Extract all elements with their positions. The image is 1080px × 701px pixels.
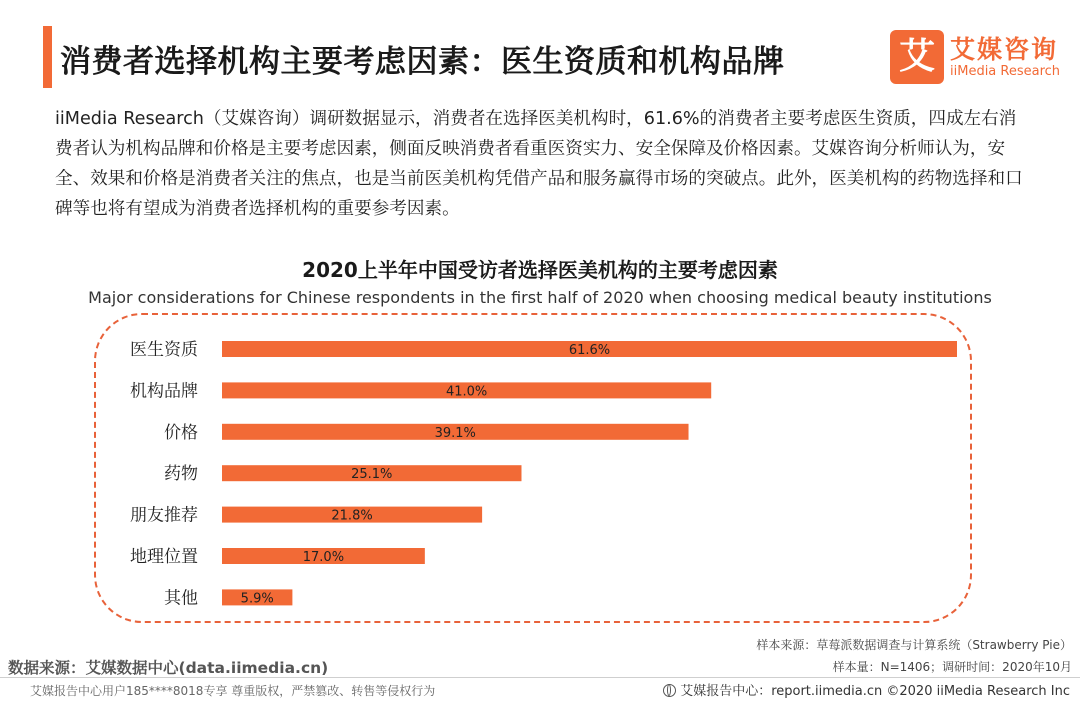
data-source: 数据来源：艾媒数据中心(data.iimedia.cn) bbox=[8, 659, 329, 677]
value-label: 25.1% bbox=[351, 467, 393, 483]
footer-copyright-notice: 艾媒报告中心用户185****8018专享 尊重版权，严禁篡改、转售等侵权行为 bbox=[30, 684, 436, 698]
chart-subtitle: Major considerations for Chinese respondents in the first half of 2020 when choosing medical beauty institutions bbox=[88, 288, 992, 307]
category-label: 朋友推荐 bbox=[130, 505, 198, 526]
category-label: 地理位置 bbox=[130, 547, 198, 567]
logo-english-name: iiMedia Research bbox=[950, 64, 1061, 79]
category-label: 价格 bbox=[164, 422, 198, 443]
value-label: 21.8% bbox=[331, 508, 373, 524]
value-label: 17.0% bbox=[302, 550, 345, 565]
category-label: 机构品牌 bbox=[130, 381, 198, 402]
chart-title: 2020上半年中国受访者选择医美机构的主要考虑因素 bbox=[302, 258, 778, 282]
value-label: 61.6% bbox=[568, 343, 611, 358]
category-label: 药物 bbox=[164, 464, 198, 485]
sample-info: 样本量：N=1406；调研时间：2020年10月 bbox=[832, 660, 1072, 674]
category-label: 其他 bbox=[164, 588, 198, 609]
footer-report-center bbox=[663, 680, 1070, 699]
value-label: 41.0% bbox=[445, 384, 488, 400]
globe-icon bbox=[663, 684, 676, 697]
sample-source: 样本来源：草莓派数据调查与计算系统（Strawberry Pie） bbox=[756, 638, 1072, 652]
category-label: 医生资质 bbox=[130, 340, 198, 360]
value-label: 5.9% bbox=[240, 591, 274, 607]
logo-mark-icon: 艾 bbox=[890, 30, 944, 84]
logo-chinese-name: 艾媒咨询 bbox=[950, 35, 1059, 64]
footer-report-center-text: 艾媒报告中心：report.iimedia.cn ©2020 iiMedia Research Inc bbox=[680, 684, 1070, 699]
page-title: 消费者选择机构主要考虑因素：医生资质和机构品牌 bbox=[60, 44, 785, 80]
intro-paragraph: iiMedia Research（艾媒咨询）调研数据显示，消费者在选择医美机构时，61.6%的消费者主要考虑医生资质，四成左右消费者认为机构品牌和价格是主要考虑因素，侧面反映消费者看重医资实力、安全保障及价格因素。艾媒咨询分析师认为，安全、效果和价格是消费者关注的焦点，也是当前医美机构凭借产品和服务赢得市场的突破点。此外，医美机构的药物选择和口碑等也将有望成为消费者选择机构的重要参考因素。 bbox=[55, 109, 1023, 219]
value-label: 39.1% bbox=[434, 425, 476, 441]
footer-divider bbox=[0, 677, 1080, 678]
